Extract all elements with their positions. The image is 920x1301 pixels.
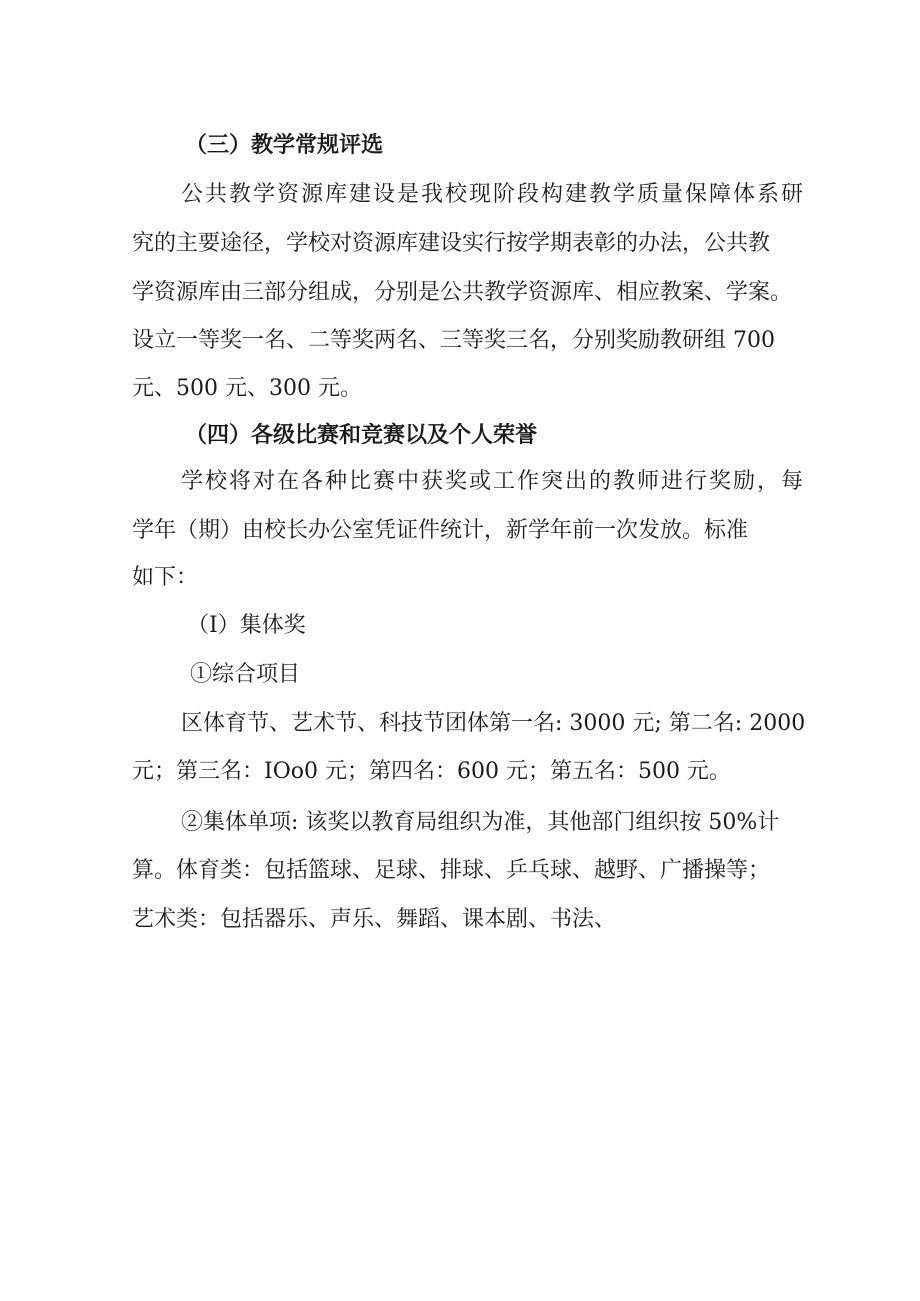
paragraph-line: 学资源库由三部分组成，分别是公共教学资源库、相应教案、学案。 xyxy=(132,280,793,305)
paragraph-line: 学年（期）由校长办公室凭证件统计，新学年前一次发放。标准 xyxy=(132,518,749,543)
section-heading-4: （四）各级比赛和竞赛以及个人荣誉 xyxy=(185,422,538,448)
paragraph-line: 究的主要途径，学校对资源库建设实行按学期表彰的办法，公共教 xyxy=(132,231,771,256)
paragraph-line: 艺术类：包括器乐、声乐、舞蹈、课本剧、书法、 xyxy=(132,907,617,932)
subsection-title: （I）集体奖 xyxy=(187,613,306,638)
paragraph-line: 学校将对在各种比赛中获奖或工作突出的教师进行奖励，每 xyxy=(181,469,806,494)
paragraph-line: 算。体育类：包括篮球、足球、排球、乒乓球、越野、广播操等； xyxy=(132,858,771,883)
paragraph-line: ②集体单项: 该奖以教育局组织为准，其他部门组织按 50%计 xyxy=(181,810,780,835)
paragraph-line: 如下： xyxy=(132,565,199,590)
paragraph-line: 元；第三名：IOo0 元；第四名：600 元；第五名：500 元。 xyxy=(132,759,731,784)
item-title: ①综合项目 xyxy=(190,662,301,687)
section-heading-3: （三）教学常规评选 xyxy=(185,132,384,158)
paragraph-line: 区体育节、艺术节、科技节团体第一名: 3000 元; 第二名: 2000 xyxy=(181,711,806,736)
paragraph-line: 设立一等奖一名、二等奖两名、三等奖三名，分别奖励教研组 700 xyxy=(132,328,775,353)
paragraph-line: 元、500 元、300 元。 xyxy=(132,376,362,401)
paragraph-line: 公共教学资源库建设是我校现阶段构建教学质量保障体系研 xyxy=(181,182,806,207)
